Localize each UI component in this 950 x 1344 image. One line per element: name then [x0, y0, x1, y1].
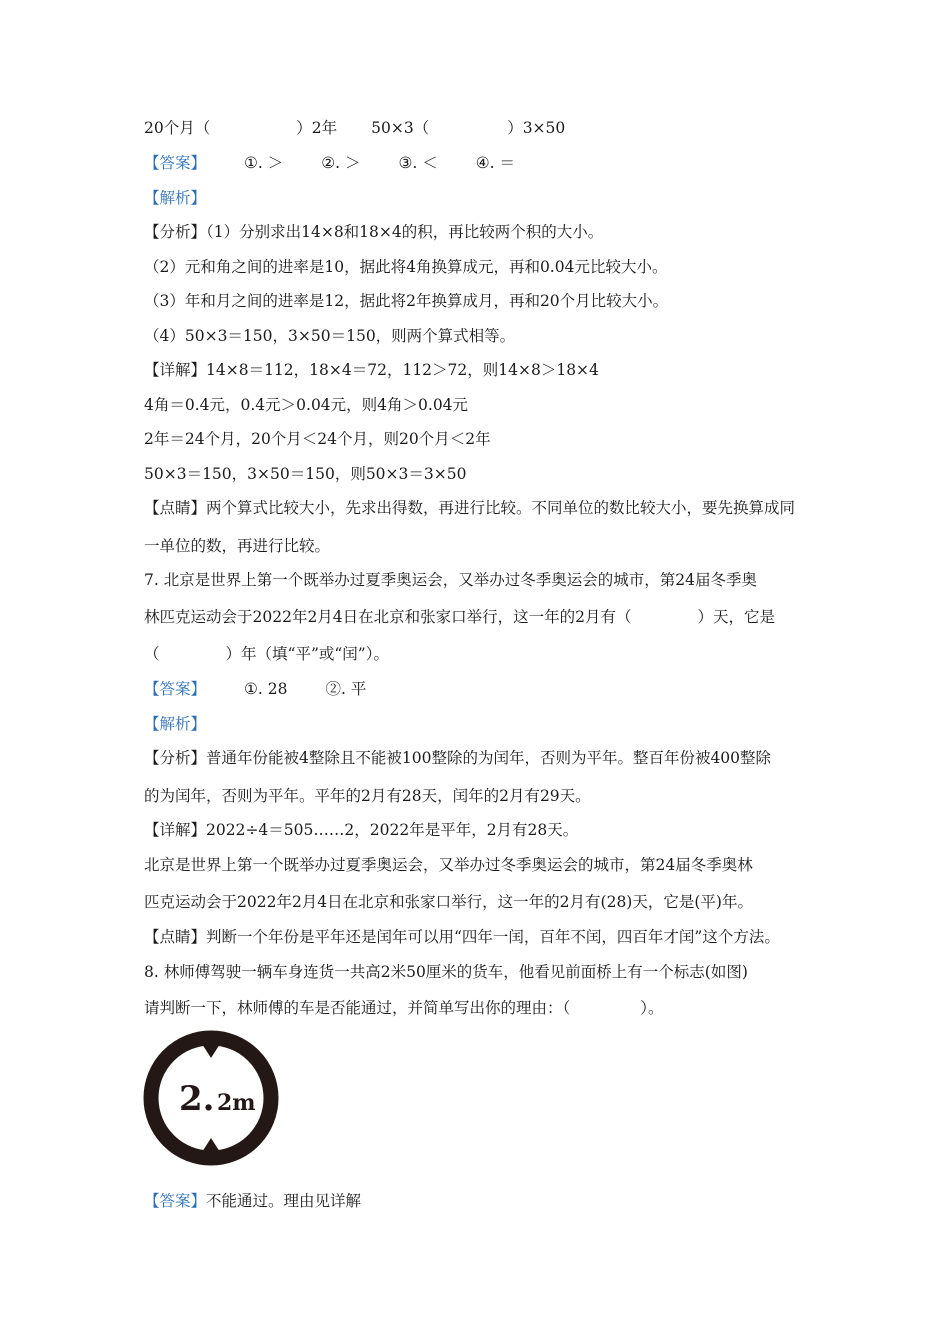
answer-item: ①. ＞ [244, 154, 284, 172]
detail-text: 4角＝0.4元，0.4元＞0.04元，则4角＞0.04元 [144, 396, 469, 414]
jiexi-tag: 【解析】 [144, 715, 207, 733]
sign-height-big: 2. [179, 1079, 215, 1119]
tip-text: 【点睛】判断一个年份是平年还是闰年可以用“四年一闰，百年不闰，四百年才闰”这个方法。 [144, 928, 780, 946]
detail-text: 北京是世界上第一个既举办过夏季奥运会，又举办过冬季奥运会的城市，第24届冬季奥林 [144, 856, 753, 874]
detail-text: 2年＝24个月，20个月＜24个月，则20个月＜2年 [144, 430, 491, 448]
jiexi-tag: 【解析】 [144, 189, 207, 207]
question-text-part: ）年（填“平”或“闰”）。 [225, 645, 389, 663]
detail-text: 【详解】14×8＝112，18×4＝72，112＞72，则14×8＞18×4 [144, 361, 599, 379]
q6-compare-line [144, 117, 565, 139]
answer-item: ②. 平 [325, 680, 367, 698]
answer-tag: 【答案】 [144, 154, 207, 172]
tip-text: 【点睛】两个算式比较大小，先求出得数，再进行比较。不同单位的数比较大小，要先换算成同 [144, 499, 796, 517]
detail-text: 匹克运动会于2022年2月4日在北京和张家口举行，这一年的2月有(28)天，它是(平)年。 [144, 893, 753, 911]
sign-height-small: 2m [217, 1090, 256, 1116]
tip-text: 一单位的数，再进行比较。 [144, 537, 331, 555]
detail-text: 50×3＝150，3×50＝150，则50×3＝3×50 [144, 465, 467, 483]
compare-item-3: 50×3（ [371, 119, 430, 137]
q6-answer-line [144, 152, 515, 174]
question-7-text [144, 643, 389, 665]
question-8-text [144, 997, 664, 1019]
question-text-part: ）。 [640, 999, 664, 1017]
question-text-part: 林匹克运动会于2022年2月4日在北京和张家口举行，这一年的2月有（ [144, 608, 632, 626]
q8-answer-line [144, 1190, 361, 1212]
answer-item: ④. ＝ [475, 154, 516, 172]
height-limit-sign-icon [143, 1030, 279, 1166]
analysis-text: （4）50×3＝150，3×50＝150，则两个算式相等。 [144, 327, 516, 345]
answer-item: ②. ＞ [321, 154, 361, 172]
analysis-text: 【分析】（1）分别求出14×8和18×4的积，再比较两个积的大小。 [144, 223, 604, 241]
q7-answer-line [144, 678, 366, 700]
analysis-text: （2）元和角之间的进率是10，据此将4角换算成元，再和0.04元比较大小。 [144, 258, 668, 276]
answer-text: 不能通过。理由见详解 [206, 1192, 362, 1210]
question-8-text: 8. 林师傅驾驶一辆车身连货一共高2米50厘米的货车，他看见前面桥上有一个标志(如图) [144, 963, 748, 981]
analysis-text: 【分析】普通年份能被4整除且不能被100整除的为闰年，否则为平年。整百年份被400整除 [144, 749, 772, 767]
answer-item: ①. 28 [244, 680, 288, 698]
question-7-text [144, 606, 775, 628]
detail-text: 【详解】2022÷4＝505……2，2022年是平年，2月有28天。 [144, 821, 579, 839]
compare-item-1: 20个月（ [144, 119, 211, 137]
answer-item: ③. ＜ [398, 154, 438, 172]
analysis-text: 的为闰年，否则为平年。平年的2月有28天，闰年的2月有29天。 [144, 787, 591, 805]
compare-item-2: ）2年 [296, 119, 338, 137]
question-text-part: 请判断一下，林师傅的车是否能通过，并简单写出你的理由：（ [144, 999, 571, 1017]
question-text-part: ）天，它是 [697, 608, 776, 626]
question-text-part: （ [144, 645, 160, 663]
compare-item-4: ）3×50 [507, 119, 566, 137]
answer-tag: 【答案】 [144, 680, 207, 698]
answer-tag: 【答案】 [144, 1192, 207, 1210]
question-7-text: 7. 北京是世界上第一个既举办过夏季奥运会，又举办过冬季奥运会的城市，第24届冬季奥 [144, 571, 757, 589]
analysis-text: （3）年和月之间的进率是12，据此将2年换算成月，再和20个月比较大小。 [144, 292, 669, 310]
